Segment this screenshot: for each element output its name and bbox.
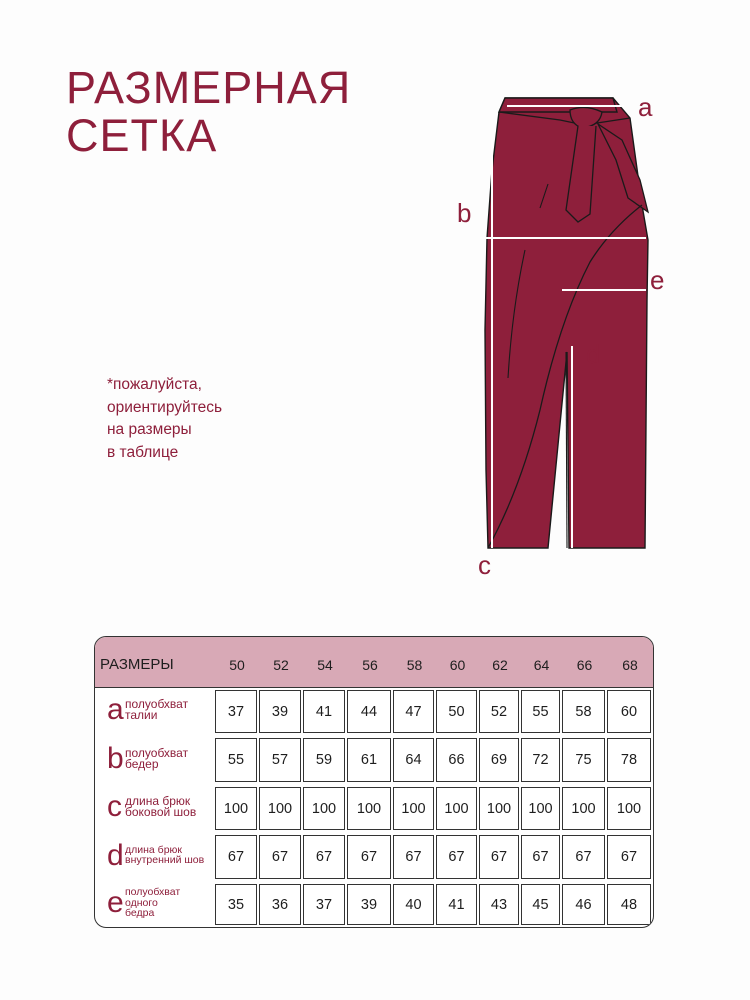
size-table-header (95, 637, 653, 688)
table-cell: 100 (393, 787, 434, 830)
table-cell: 45 (521, 884, 560, 925)
table-cell: 60 (607, 690, 651, 733)
row-description-line: длина брюк (125, 843, 182, 856)
table-cell: 57 (259, 738, 301, 782)
row-letter: e (107, 886, 124, 919)
size-header-cell: 68 (622, 657, 638, 673)
table-cell: 41 (436, 884, 477, 925)
label-b: b (457, 198, 472, 228)
title-line-2: СЕТКА (66, 110, 218, 161)
row-description-line: талии (125, 708, 158, 722)
table-row (95, 688, 653, 736)
row-description-line: полуобхват (125, 745, 189, 760)
table-cell: 67 (347, 835, 391, 879)
row-letter: d (107, 838, 124, 872)
row-letter: c (107, 790, 122, 823)
table-cell: 67 (479, 835, 519, 879)
table-cell: 100 (303, 787, 345, 830)
table-cell: 100 (215, 787, 257, 830)
table-cell: 61 (347, 738, 391, 782)
table-cell: 64 (393, 738, 434, 782)
table-cell: 67 (393, 835, 434, 879)
table-cell: 47 (393, 690, 434, 733)
table-row (95, 736, 653, 785)
table-cell: 100 (479, 787, 519, 830)
table-cell: 67 (607, 835, 651, 879)
row-description-line: боковой шов (125, 805, 197, 819)
row-description (125, 887, 180, 919)
label-d: d (586, 339, 601, 369)
table-cell: 37 (215, 690, 257, 733)
table-cell: 100 (607, 787, 651, 830)
table-cell: 72 (521, 738, 560, 782)
note-line-4: в таблице (107, 443, 179, 461)
table-cell: 36 (259, 884, 301, 925)
note-line-3: на размеры (107, 421, 192, 438)
table-cell: 100 (521, 787, 560, 830)
table-cell: 100 (436, 787, 477, 830)
row-description-line: длина брюк (125, 794, 191, 808)
label-a: a (638, 92, 653, 122)
size-header-cell: 66 (576, 657, 593, 673)
table-cell: 43 (479, 884, 519, 925)
table-cell: 39 (347, 884, 391, 925)
row-letter: a (107, 693, 124, 726)
table-cell: 69 (479, 738, 519, 782)
label-e: e (650, 265, 665, 295)
size-header-cell: 52 (273, 657, 289, 673)
table-cell: 100 (259, 787, 301, 830)
table-row (95, 882, 653, 928)
table-cell: 67 (436, 835, 477, 879)
table-cell: 40 (393, 884, 434, 925)
row-description-line: бедра (125, 907, 155, 920)
size-header-cell: 50 (229, 657, 245, 673)
table-row (95, 785, 653, 833)
row-description-line: одного (125, 896, 158, 909)
table-cell: 67 (521, 835, 560, 879)
size-header-cell: 60 (449, 657, 466, 673)
table-row (95, 833, 653, 882)
table-cell: 37 (303, 884, 345, 925)
table-cell: 67 (259, 835, 301, 879)
label-c: c (478, 550, 491, 580)
header-label: РАЗМЕРЫ (100, 656, 174, 673)
table-cell: 44 (347, 690, 391, 733)
size-table (94, 636, 654, 928)
table-cell: 50 (436, 690, 477, 733)
table-cell: 39 (259, 690, 301, 733)
table-cell: 100 (347, 787, 391, 830)
table-cell: 78 (607, 738, 651, 782)
row-description (125, 745, 189, 771)
size-header-cell: 58 (406, 657, 423, 673)
table-cell: 67 (215, 835, 257, 879)
table-cell: 58 (562, 690, 605, 733)
row-description-line: бедер (125, 756, 159, 771)
table-cell: 55 (521, 690, 560, 733)
row-description (125, 845, 204, 866)
size-header-cell: 56 (362, 657, 378, 673)
title-line-1: РАЗМЕРНАЯ (66, 62, 352, 113)
row-description-line: полуобхват (125, 697, 189, 711)
table-cell: 66 (436, 738, 477, 782)
table-cell: 35 (215, 884, 257, 925)
note-line-1: *пожалуйста, (107, 376, 202, 393)
row-description (125, 699, 188, 721)
table-cell: 55 (215, 738, 257, 782)
note-line-2: ориентируйтесь (107, 398, 223, 416)
table-cell: 67 (562, 835, 605, 879)
table-cell: 67 (303, 835, 345, 879)
table-cell: 59 (303, 738, 345, 782)
size-header-cell: 54 (317, 657, 333, 673)
row-description-line: внутренний шов (125, 854, 205, 866)
table-cell: 75 (562, 738, 605, 782)
table-cell: 52 (479, 690, 519, 733)
table-cell: 100 (562, 787, 605, 830)
row-description (125, 796, 196, 818)
row-letter: b (107, 741, 124, 775)
size-header-cell: 64 (533, 657, 550, 673)
row-description-line: полуобхват (125, 886, 181, 899)
table-cell: 41 (303, 690, 345, 733)
table-cell: 46 (562, 884, 605, 925)
table-cell: 48 (607, 884, 651, 925)
size-header-cell: 62 (492, 657, 508, 673)
